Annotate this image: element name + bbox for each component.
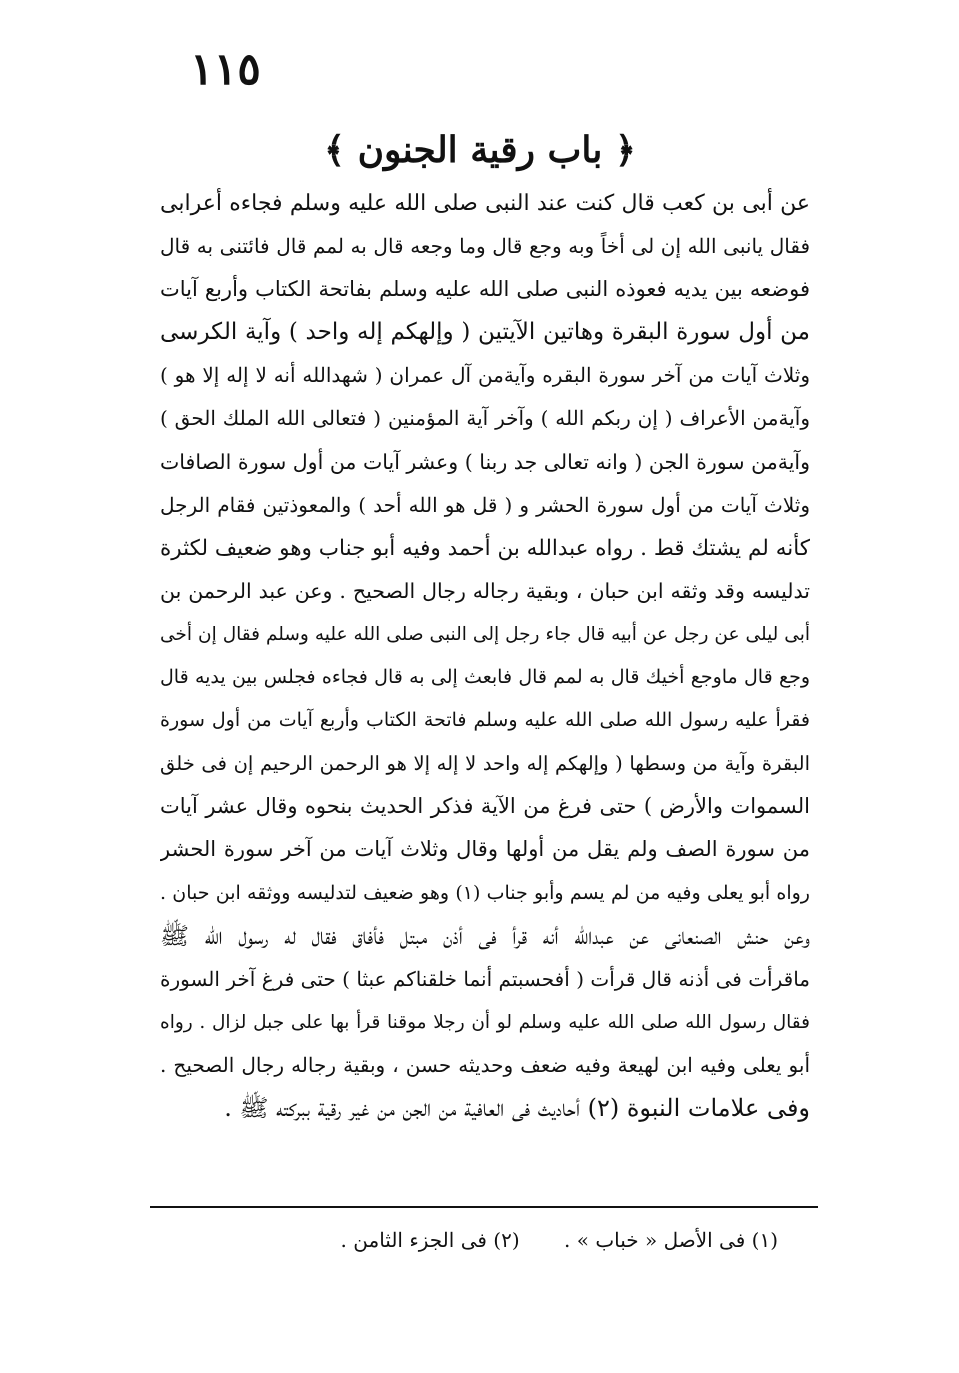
text-line: وثلاث آيات من آخر سورة البقره وآيةمن آل عمران ( شهدالله أنه لا إله إلا هو ) [160,363,810,388]
text-line: ماقرأت فى أذنه قال قرأت ( أفحسبتم أنما خلقناكم عبثا ) حتى فرغ آخر السورة [160,966,810,991]
text-line: من أول سورة البقرة وهاتين الآيتين ( وإلهكم إله واحد ) وآية الكرسى [160,319,810,346]
text-line: تدليسه وقد وثقه ابن حبان ، وبقية رجاله رجال الصحيح . وعن عبد الرحمن بن [160,578,810,603]
text-line: فقال يانبى الله إن لى أخاً وبه وجع قال وما وجعه قال به لمم قال فائتنى به قال [160,234,810,259]
text-line: البقرة وآية من وسطها ( وإلهكم إله واحد لا إله إلا هو الرحمن الرحيم إن فى خلق [160,752,810,776]
text-line: فقال رسول الله صلى الله عليه وسلم لو أن رجلا موقنا قرأ بها على جبل لزال . رواه [160,1011,810,1033]
text-line: وجع قال ماوجع أخيك قال به لمم قال فابعث إلى به قال فجاءه فجلس بين يديه قال [160,666,810,689]
footnote-1: (١) فى الأصل « خباب » . [564,1228,778,1252]
text-line: وثلاث آيات من أول سورة الحشر و ( قل هو الله أحد ) والمعوذتين فقام الرجل [160,492,810,517]
text-line: أبى ليلى عن رجل عن أبيه قال جاء رجل إلى النبى صلى الله عليه وسلم فقال إن أخى [160,623,810,645]
chapter-heading: ﴿ باب رقية الجنون ﴾ [323,129,637,171]
text-line: وآيةمن الأعراف ( إن ربكم الله ) وآخر آية المؤمنين ( فتعالى الله الملك الحق ) [160,406,810,431]
text-line: وعن حنش الصنعانى عن عبدالله أنه قرأ فى أذن مبتل فأفاق فقال له رسول الله ﷺ [160,921,810,950]
text-line: وفى علامات النبوة (٢) أحاديث فى العافية من الجن من غير رقية ببركته ﷺ . [224,1093,810,1122]
footnote-divider [150,1206,818,1208]
text-line: كأنه لم يشتك قط . رواه عبدالله بن أحمد وفيه أبو جناب وهو ضعيف لكثرة [160,535,810,561]
body-text [160,182,810,1130]
text-line: السموات والأرض ) حتى فرغ من الآية فذكر الحديث بنحوه وقال عشر آيات [160,794,810,819]
footnote-2: (٢) فى الجزء الثامن . [340,1228,520,1252]
text-line: رواه أبو يعلى وفيه من لم يسم وأبو جناب (١) وهو ضعيف لتدليسه ووثقه ابن حبان . [160,881,810,904]
footnotes [300,1220,778,1260]
text-line: من سورة الصف ولم يقل من أولها وقال وثلاث آيات من آخر سورة الحشر [160,837,810,862]
text-line: فقرأ عليه رسول الله صلى الله عليه وسلم فاتحة الكتاب وأربع آيات من أول سورة [160,709,810,732]
text-line: أبو يعلى وفيه ابن لهيعة وفيه ضعف وحديثه حسن ، وبقية رجاله رجال الصحيح . [160,1052,810,1077]
text-line: عن أبى بن كعب قال كنت عند النبى صلى الله عليه وسلم فجاءه أعرابى [160,191,810,216]
page-number: ١١٥ [190,44,261,95]
text-line: فوضعه بين يديه فعوذه النبى صلى الله عليه وسلم بفاتحة الكتاب وأربع آيات [160,277,810,302]
text-line: وآيةمن سورة الجن ( وانه تعالى جد ربنا ) وعشر آيات من أول سورة الصافات [160,449,810,474]
